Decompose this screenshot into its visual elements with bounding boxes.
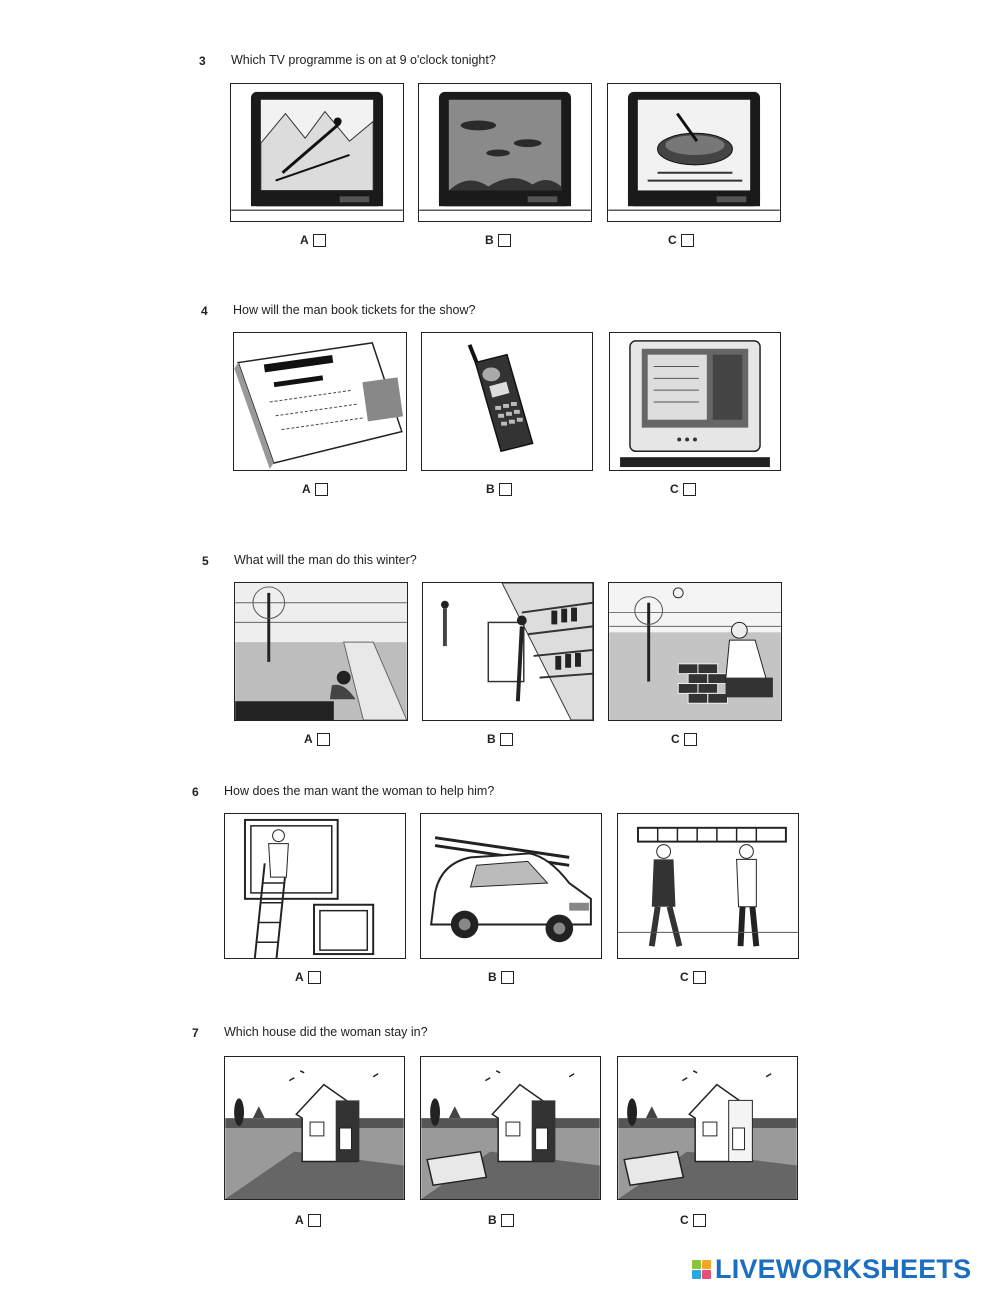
- liveworksheets-logo-icon: [692, 1260, 711, 1279]
- tv-ski-jumping-picture: [230, 83, 404, 222]
- q7-option-b[interactable]: [488, 1213, 514, 1227]
- option-letter: C: [668, 233, 677, 247]
- q7-option-b-checkbox[interactable]: [501, 1214, 514, 1227]
- q3-option-b-checkbox[interactable]: [498, 234, 511, 247]
- gardening-picture: [234, 582, 408, 721]
- q7-option-a-checkbox[interactable]: [308, 1214, 321, 1227]
- tv-cooking-picture: [607, 83, 781, 222]
- house-b-picture: [420, 1056, 601, 1200]
- car-with-roof-ladder-picture: [420, 813, 602, 959]
- q4-option-b[interactable]: [486, 482, 512, 496]
- option-letter: A: [300, 233, 309, 247]
- q7-option-c-checkbox[interactable]: [693, 1214, 706, 1227]
- question-4-number: 4: [201, 304, 208, 318]
- house-c-picture: [617, 1056, 798, 1200]
- option-letter: C: [671, 732, 680, 746]
- q4-option-c-checkbox[interactable]: [683, 483, 696, 496]
- q3-option-b[interactable]: [485, 233, 511, 247]
- q6-option-b-checkbox[interactable]: [501, 971, 514, 984]
- option-letter: C: [670, 482, 679, 496]
- window-cleaning-ladder-picture: [224, 813, 406, 959]
- q5-option-c-checkbox[interactable]: [684, 733, 697, 746]
- two-men-carrying-ladder-picture: [617, 813, 799, 959]
- question-3-number: 3: [199, 54, 206, 68]
- option-letter: A: [295, 1213, 304, 1227]
- q5-option-c[interactable]: [671, 732, 697, 746]
- q4-option-a[interactable]: [302, 482, 328, 496]
- q3-option-c-checkbox[interactable]: [681, 234, 694, 247]
- q5-option-b-checkbox[interactable]: [500, 733, 513, 746]
- mobile-phone-picture: [421, 332, 593, 471]
- question-5-text: What will the man do this winter?: [234, 553, 417, 567]
- q4-option-a-checkbox[interactable]: [315, 483, 328, 496]
- supermarket-shelves-picture: [422, 582, 594, 721]
- liveworksheets-brand: [692, 1254, 971, 1285]
- q7-option-a[interactable]: [295, 1213, 321, 1227]
- q4-option-c[interactable]: [670, 482, 696, 496]
- option-letter: A: [302, 482, 311, 496]
- question-5-number: 5: [202, 554, 209, 568]
- q3-option-c[interactable]: [668, 233, 694, 247]
- option-letter: B: [487, 732, 496, 746]
- computer-screen-picture: [609, 332, 781, 471]
- q3-option-a-checkbox[interactable]: [313, 234, 326, 247]
- q4-option-b-checkbox[interactable]: [499, 483, 512, 496]
- question-7-number: 7: [192, 1026, 199, 1040]
- option-letter: A: [304, 732, 313, 746]
- brand-name: LIVEWORKSHEETS: [715, 1254, 972, 1284]
- option-letter: A: [295, 970, 304, 984]
- newspaper-booking-form-picture: [233, 332, 407, 471]
- option-letter: B: [486, 482, 495, 496]
- tv-dolphins-picture: [418, 83, 592, 222]
- q5-option-a-checkbox[interactable]: [317, 733, 330, 746]
- option-letter: B: [485, 233, 494, 247]
- q7-option-c[interactable]: [680, 1213, 706, 1227]
- q6-option-c-checkbox[interactable]: [693, 971, 706, 984]
- question-6-number: 6: [192, 785, 199, 799]
- option-letter: B: [488, 970, 497, 984]
- house-a-picture: [224, 1056, 405, 1200]
- q6-option-a-checkbox[interactable]: [308, 971, 321, 984]
- bricklaying-picture: [608, 582, 782, 721]
- question-6-text: How does the man want the woman to help him?: [224, 784, 495, 798]
- option-letter: C: [680, 1213, 689, 1227]
- q6-option-a[interactable]: [295, 970, 321, 984]
- q6-option-b[interactable]: [488, 970, 514, 984]
- q5-option-a[interactable]: [304, 732, 330, 746]
- option-letter: B: [488, 1213, 497, 1227]
- option-letter: C: [680, 970, 689, 984]
- q3-option-a[interactable]: [300, 233, 326, 247]
- q5-option-b[interactable]: [487, 732, 513, 746]
- question-7-text: Which house did the woman stay in?: [224, 1025, 428, 1039]
- question-3-text: Which TV programme is on at 9 o'clock tonight?: [231, 53, 496, 67]
- q6-option-c[interactable]: [680, 970, 706, 984]
- question-4-text: How will the man book tickets for the show?: [233, 303, 476, 317]
